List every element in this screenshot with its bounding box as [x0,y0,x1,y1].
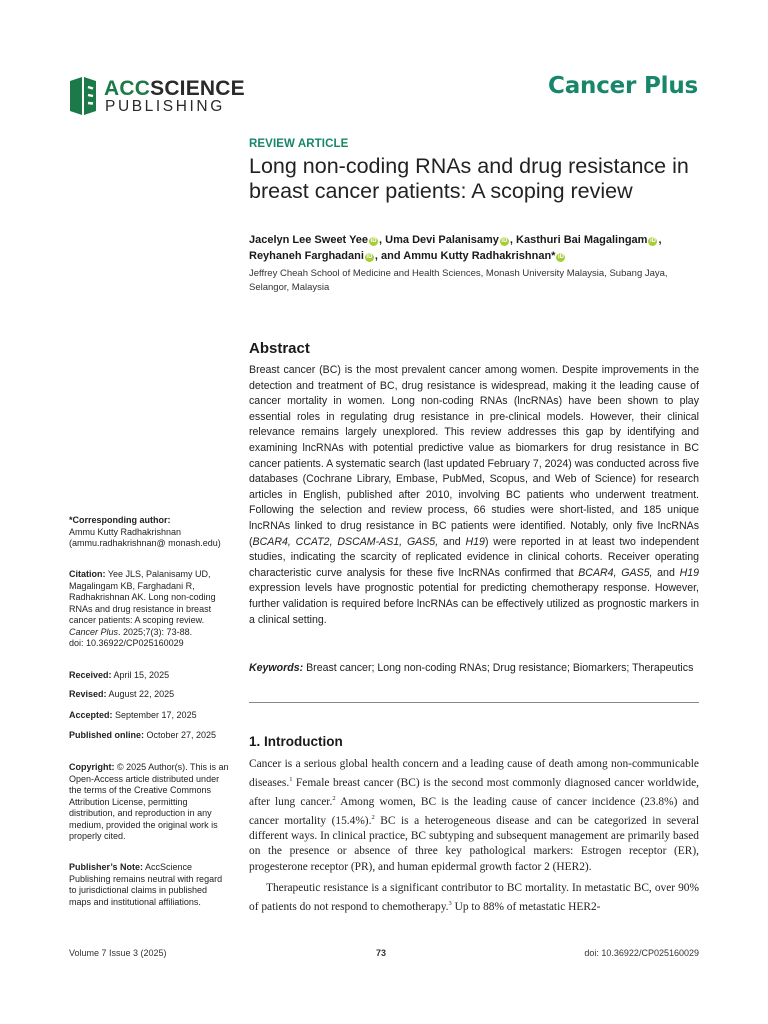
article-type: REVIEW ARTICLE [249,138,349,150]
orcid-icon[interactable]: iD [501,238,508,244]
author-name: Ammu Kutty Radhakrishnan* [403,250,556,262]
published-date: Published online: October 27, 2025 [69,730,217,740]
citation-doi[interactable]: doi: 10.36922/CP025160029 [69,638,184,648]
reference-link[interactable]: 3 [448,900,452,908]
accscience-logo-icon [68,75,98,117]
reference-link[interactable]: 1 [289,776,293,784]
reference-link[interactable]: 2 [332,795,336,803]
publisher-logo [68,75,245,117]
keywords-label: Keywords: [249,662,304,674]
page-number: 73 [376,948,387,958]
orcid-icon[interactable]: iD [366,254,373,260]
copyright: Copyright: © 2025 Author(s). This is an Open-Access article distributed under the terms of the Creative Commons Attribution License, permitting distribution, and reproduction in any medium, provided the original work is properly cited. [69,762,229,841]
affiliation: Jeffrey Cheah School of Medicine and Health Sciences, Monash University Malaysia, Subang Jaya, Selangor, Malaysia [249,268,668,293]
abstract-text: Breast cancer (BC) is the most prevalent cancer among women. Despite improvements in the detection and treatment of BC, drug resistance is widespread, making it the leading cause of cancer mortality in women. Long non-coding RNAs (lncRNAs) have been shown to play essential roles in regulating drug resistance in pre-clinical models. However, their clinical relevance remains largely unexplored. This review addresses this gap by identifying and examining lncRNAs with potential predictive value as biomarkers for drug resistance in BC cancer patients. A systematic search (last updated February 7, 2024) was conducted across five databases (Cochrane Library, Embase, PubMed, Scopus, and Web of Science) for research articles in English, published after 2010, involving BC patients who underwent treatment. Following the selection and review process, 66 studies were short-listed, and 185 unique lncRNAs linked to drug resistance in BC patients were identified. Notably, only five lncRNAs (BCAR4, CCAT2, DSCAM-AS1, GAS5, and H19) were reported in at least two independent studies, indicating the scarcity of replicated evidence in clinical cohorts. Receiver operating characteristic curve analysis for these five lncRNAs confirmed that BCAR4, GAS5, and H19 expression levels have prognostic potential for predicting chemotherapy response. However, further validation is required before lncRNAs can be effectively utilized as prognostic markers in a clinical setting. [249,364,699,626]
article-title: Long non-coding RNAs and drug resistance in breast cancer patients: A scoping review [249,154,689,203]
section-heading-introduction: 1. Introduction [249,734,343,749]
orcid-icon[interactable]: iD [557,254,564,260]
divider [249,702,699,703]
author-name: Kasthuri Bai Magalingam [516,234,648,246]
publisher-name: ACCSCIENCE [104,77,245,100]
author-name: Reyhaneh Farghadani [249,250,364,262]
author-name: Jacelyn Lee Sweet Yee [249,234,369,246]
abstract-heading: Abstract [249,340,310,357]
orcid-icon[interactable]: iD [370,238,377,244]
citation: Citation: Yee JLS, Palanisamy UD, Magalingam KB, Farghadani R, Radhakrishnan AK. Long non-coding RNAs and drug resistance in breast cancer patients: A scoping review. Cancer Plus. 2025;7(3): 73-88. doi: 10.36922/CP025160029 [69,569,216,648]
keywords-list: Breast cancer; Long non-coding RNAs; Drug resistance; Biomarkers; Therapeutics [303,662,694,674]
received-date: Received: April 15, 2025 [69,670,170,680]
keywords [249,661,699,677]
footer-volume: Volume 7 Issue 3 (2025) [69,948,167,958]
introduction-body [249,757,699,921]
author-name: Uma Devi Palanisamy [385,234,499,246]
orcid-icon[interactable]: iD [649,238,656,244]
paragraph: Therapeutic resistance is a significant contributor to BC mortality. In metastatic BC, over 90% of patients do not respond to chemotherapy.$^3$ Up to 88% of metastatic HER2- [249,881,699,913]
accepted-date: Accepted: September 17, 2025 [69,710,197,720]
corresponding-author: *Corresponding author: Ammu Kutty Radhakrishnan (ammu.radhakrishnan@ monash.edu) [69,515,221,548]
footer-doi[interactable]: doi: 10.36922/CP025160029 [584,948,699,958]
paragraph: Cancer is a serious global health concern and a leading cause of death among non-communicable diseases.$^1$ Female breast cancer (BC) is the second most commonly diagnosed cancer worldwide, after lung cancer.$^2$ Among women, BC is the leading cause of cancer incidence (23.8%) and cancer mortality (15.4%).$^2$ BC is a heterogeneous disease and can be categorized in several different ways. In clinical practice, BC subtyping and subsequent management are primarily based on the presence or absence of three key pathological markers: Estrogen receptor (ER), progesterone receptor (PR), and human epidermal growth factor 2 (HER2). [249,758,699,873]
publishers-note: Publisher’s Note: AccScience Publishing remains neutral with regard to jurisdictional claims in published maps and institutional affiliations. [69,862,223,907]
publisher-sub: PUBLISHING [105,98,225,115]
author-list: Jacelyn Lee Sweet Yee iD , Uma Devi Palanisamy iD , Kasthuri Bai Magalingam iD , Reyhaneh Farghadani iD , and Ammu Kutty Radhakrishnan* iD [249,234,662,262]
revised-date: Revised: August 22, 2025 [69,689,175,699]
reference-link[interactable]: 2 [371,814,375,822]
journal-name: Cancer Plus [548,73,698,99]
